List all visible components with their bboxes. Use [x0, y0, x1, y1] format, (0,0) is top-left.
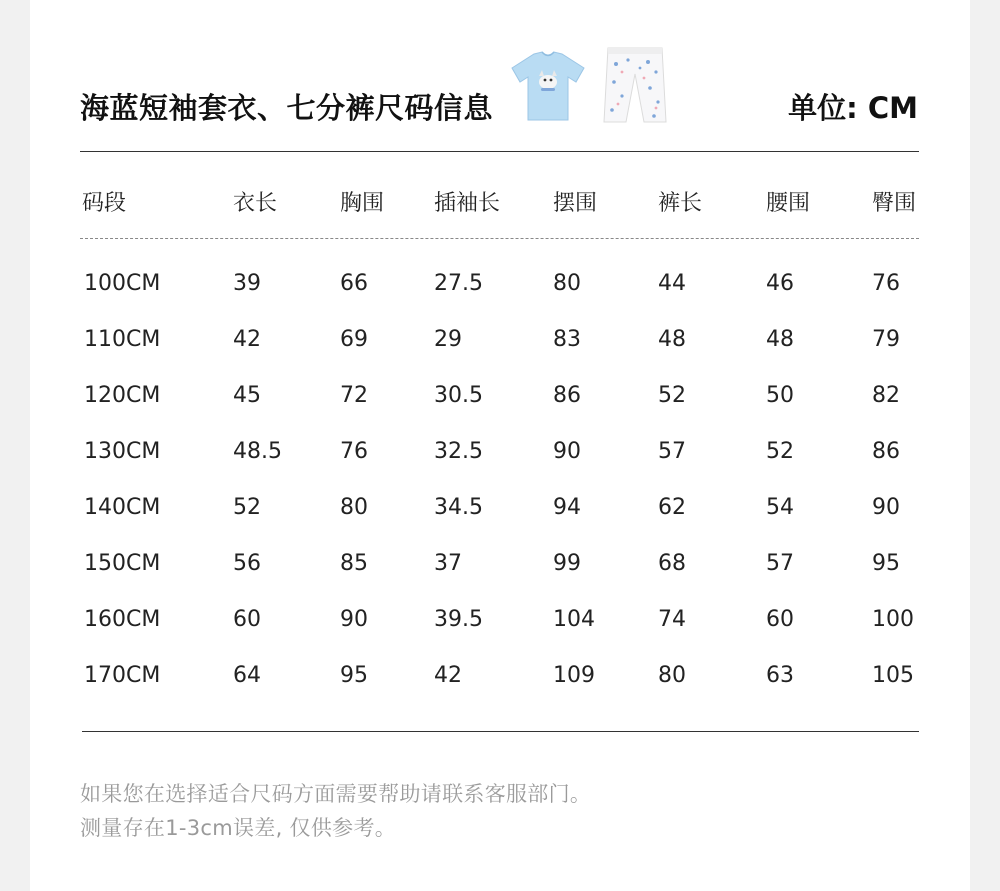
cell-hip: 76 [872, 271, 900, 296]
cell-size: 120CM [84, 383, 161, 408]
cell-pants-length: 44 [658, 271, 686, 296]
cell-waist: 46 [766, 271, 794, 296]
cell-chest: 69 [340, 327, 368, 352]
cell-size: 110CM [84, 327, 161, 352]
cell-sleeve: 29 [434, 327, 462, 352]
tshirt-image [508, 48, 588, 124]
header-chest: 胸围 [340, 191, 385, 216]
cell-chest: 72 [340, 383, 368, 408]
cell-length: 52 [233, 495, 261, 520]
cell-chest: 95 [340, 663, 368, 688]
cell-hip: 79 [872, 327, 900, 352]
cell-size: 140CM [84, 495, 161, 520]
cell-sleeve: 27.5 [434, 271, 483, 296]
cell-length: 39 [233, 271, 261, 296]
cell-chest: 76 [340, 439, 368, 464]
cell-length: 42 [233, 327, 261, 352]
cell-chest: 66 [340, 271, 368, 296]
cell-sleeve: 39.5 [434, 607, 483, 632]
cell-hip: 105 [872, 663, 914, 688]
header-pants-length: 裤长 [658, 191, 703, 216]
cell-waist: 54 [766, 495, 794, 520]
cell-pants-length: 68 [658, 551, 686, 576]
cell-length: 64 [233, 663, 261, 688]
cell-length: 48.5 [233, 439, 282, 464]
cell-waist: 63 [766, 663, 794, 688]
cell-size: 160CM [84, 607, 161, 632]
cell-hip: 86 [872, 439, 900, 464]
cell-waist: 57 [766, 551, 794, 576]
cell-waist: 48 [766, 327, 794, 352]
pants-image [600, 44, 670, 126]
cell-pants-length: 48 [658, 327, 686, 352]
cell-sleeve: 34.5 [434, 495, 483, 520]
header-waist: 腰围 [766, 191, 811, 216]
cell-hip: 95 [872, 551, 900, 576]
cell-hip: 82 [872, 383, 900, 408]
cell-pants-length: 74 [658, 607, 686, 632]
cell-pants-length: 62 [658, 495, 686, 520]
cell-hem: 94 [553, 495, 581, 520]
cell-pants-length: 57 [658, 439, 686, 464]
cell-hem: 104 [553, 607, 595, 632]
cell-size: 100CM [84, 271, 161, 296]
cell-hem: 99 [553, 551, 581, 576]
cell-size: 170CM [84, 663, 161, 688]
header-length: 衣长 [233, 191, 278, 216]
page-title: 海蓝短袖套衣、七分裤尺码信息 [80, 91, 494, 125]
cell-length: 60 [233, 607, 261, 632]
size-chart-card [30, 0, 970, 891]
unit-label: 单位: CM [788, 91, 918, 125]
header-hip: 臀围 [872, 191, 917, 216]
cell-hem: 83 [553, 327, 581, 352]
help-note: 如果您在选择适合尺码方面需要帮助请联系客服部门。 [80, 782, 592, 806]
cell-hip: 100 [872, 607, 914, 632]
header-hem: 摆围 [553, 191, 598, 216]
cell-sleeve: 42 [434, 663, 462, 688]
bottom-divider [82, 731, 919, 732]
cell-hem: 109 [553, 663, 595, 688]
cell-size: 150CM [84, 551, 161, 576]
cell-waist: 50 [766, 383, 794, 408]
cell-chest: 85 [340, 551, 368, 576]
measurement-note: 测量存在1-3cm误差, 仅供参考。 [80, 816, 397, 840]
cell-sleeve: 32.5 [434, 439, 483, 464]
cell-hem: 90 [553, 439, 581, 464]
cell-hem: 80 [553, 271, 581, 296]
cell-sleeve: 30.5 [434, 383, 483, 408]
dashed-divider [80, 238, 919, 239]
cell-pants-length: 52 [658, 383, 686, 408]
cell-length: 56 [233, 551, 261, 576]
cell-hip: 90 [872, 495, 900, 520]
cell-size: 130CM [84, 439, 161, 464]
top-divider [80, 151, 919, 152]
cell-chest: 80 [340, 495, 368, 520]
cell-length: 45 [233, 383, 261, 408]
header-sleeve: 插袖长 [434, 191, 501, 216]
cell-chest: 90 [340, 607, 368, 632]
cell-waist: 52 [766, 439, 794, 464]
cell-waist: 60 [766, 607, 794, 632]
header-size: 码段 [82, 191, 127, 216]
cell-pants-length: 80 [658, 663, 686, 688]
cell-hem: 86 [553, 383, 581, 408]
cell-sleeve: 37 [434, 551, 462, 576]
